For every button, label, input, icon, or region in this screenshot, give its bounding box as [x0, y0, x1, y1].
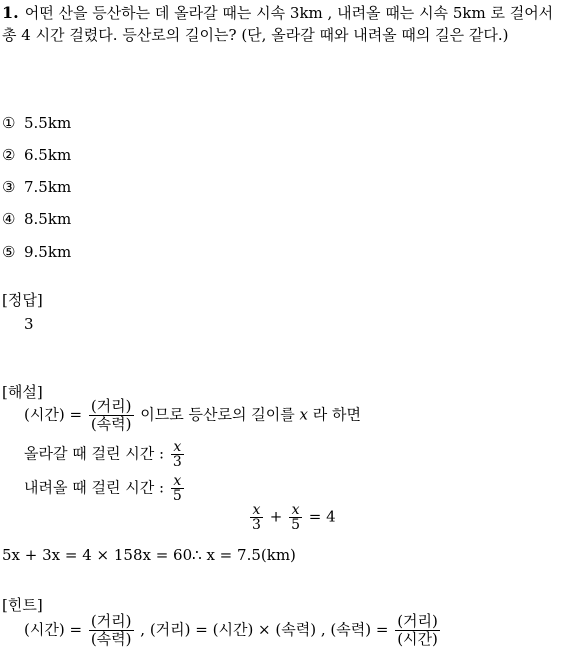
- choice-2[interactable]: [2, 146, 71, 164]
- fraction-numerator: x: [173, 439, 182, 455]
- fraction-denominator: 5: [291, 517, 300, 533]
- fraction-numerator: (거리): [90, 612, 132, 630]
- variable-x: x: [299, 405, 308, 424]
- equation-fraction-1: [250, 503, 263, 532]
- fraction-denominator: (속력): [90, 415, 132, 433]
- equation-rhs: = 4: [308, 507, 336, 526]
- hint-heading: [힌트]: [2, 596, 43, 614]
- question-number: 1.: [2, 3, 19, 22]
- hint-fraction-1: [89, 613, 134, 648]
- fraction-denominator: 5: [172, 488, 182, 504]
- down-time-line: [24, 474, 186, 503]
- explanation-text: 라 하면: [312, 405, 361, 424]
- time-label: (시간) =: [24, 620, 83, 639]
- explanation-heading: [해설]: [2, 383, 43, 401]
- down-time-label: 내려올 때 걸린 시간 :: [24, 478, 165, 497]
- choice-label: 6.5km: [24, 146, 72, 164]
- plus-sign: +: [269, 507, 283, 526]
- equation: [248, 503, 336, 532]
- down-time-fraction: [171, 474, 184, 503]
- fraction-denominator: 3: [252, 517, 261, 533]
- choice-number: ⑤: [2, 243, 16, 261]
- hint-fraction-2: [395, 613, 440, 648]
- explanation-line1: [24, 398, 361, 433]
- up-time-line: [24, 440, 186, 469]
- choice-1[interactable]: [2, 114, 71, 132]
- fraction-numerator: x: [173, 473, 182, 489]
- answer-value: 3: [24, 315, 34, 333]
- choice-4[interactable]: [2, 210, 71, 228]
- fraction-denominator: 3: [172, 454, 182, 470]
- up-time-fraction: [171, 440, 184, 469]
- choice-label: 9.5km: [24, 243, 72, 261]
- speed-formula-fraction: [89, 398, 134, 433]
- choice-label: 8.5km: [24, 210, 72, 228]
- time-label: (시간) =: [24, 405, 83, 424]
- fraction-numerator: x: [252, 502, 261, 518]
- choice-number: ②: [2, 146, 16, 164]
- choice-label: 5.5km: [24, 114, 72, 132]
- question-text: [2, 2, 571, 46]
- solution-line: 5x + 3x = 4 × 158x = 60∴ x = 7.5(km): [2, 546, 296, 564]
- fraction-denominator: (속력): [90, 630, 132, 648]
- answer-heading: [정답]: [2, 291, 43, 309]
- fraction-numerator: (거리): [397, 612, 438, 630]
- choice-5[interactable]: [2, 243, 71, 261]
- fraction-denominator: (시간): [397, 630, 438, 648]
- hint-text: , (거리) = (시간) × (속력) , (속력) =: [140, 620, 389, 639]
- equation-fraction-2: [289, 503, 302, 532]
- question-body: 어떤 산을 등산하는 데 올라갈 때는 시속 3km , 내려올 때는 시속 5km 로 걸어서 총 4 시간 걸렸다. 등산로의 길이는? (단, 올라갈 때와 내려올 때의 길은 같다.): [2, 4, 554, 44]
- up-time-label: 올라갈 때 걸린 시간 :: [24, 444, 165, 463]
- explanation-text: 이므로 등산로의 길이를: [140, 405, 295, 424]
- choice-label: 7.5km: [24, 178, 72, 196]
- choice-number: ④: [2, 210, 16, 228]
- fraction-numerator: (거리): [90, 397, 132, 415]
- choice-number: ①: [2, 114, 16, 132]
- choice-number: ③: [2, 178, 16, 196]
- fraction-numerator: x: [291, 502, 300, 518]
- choice-3[interactable]: [2, 178, 71, 196]
- hint-line: [24, 613, 442, 648]
